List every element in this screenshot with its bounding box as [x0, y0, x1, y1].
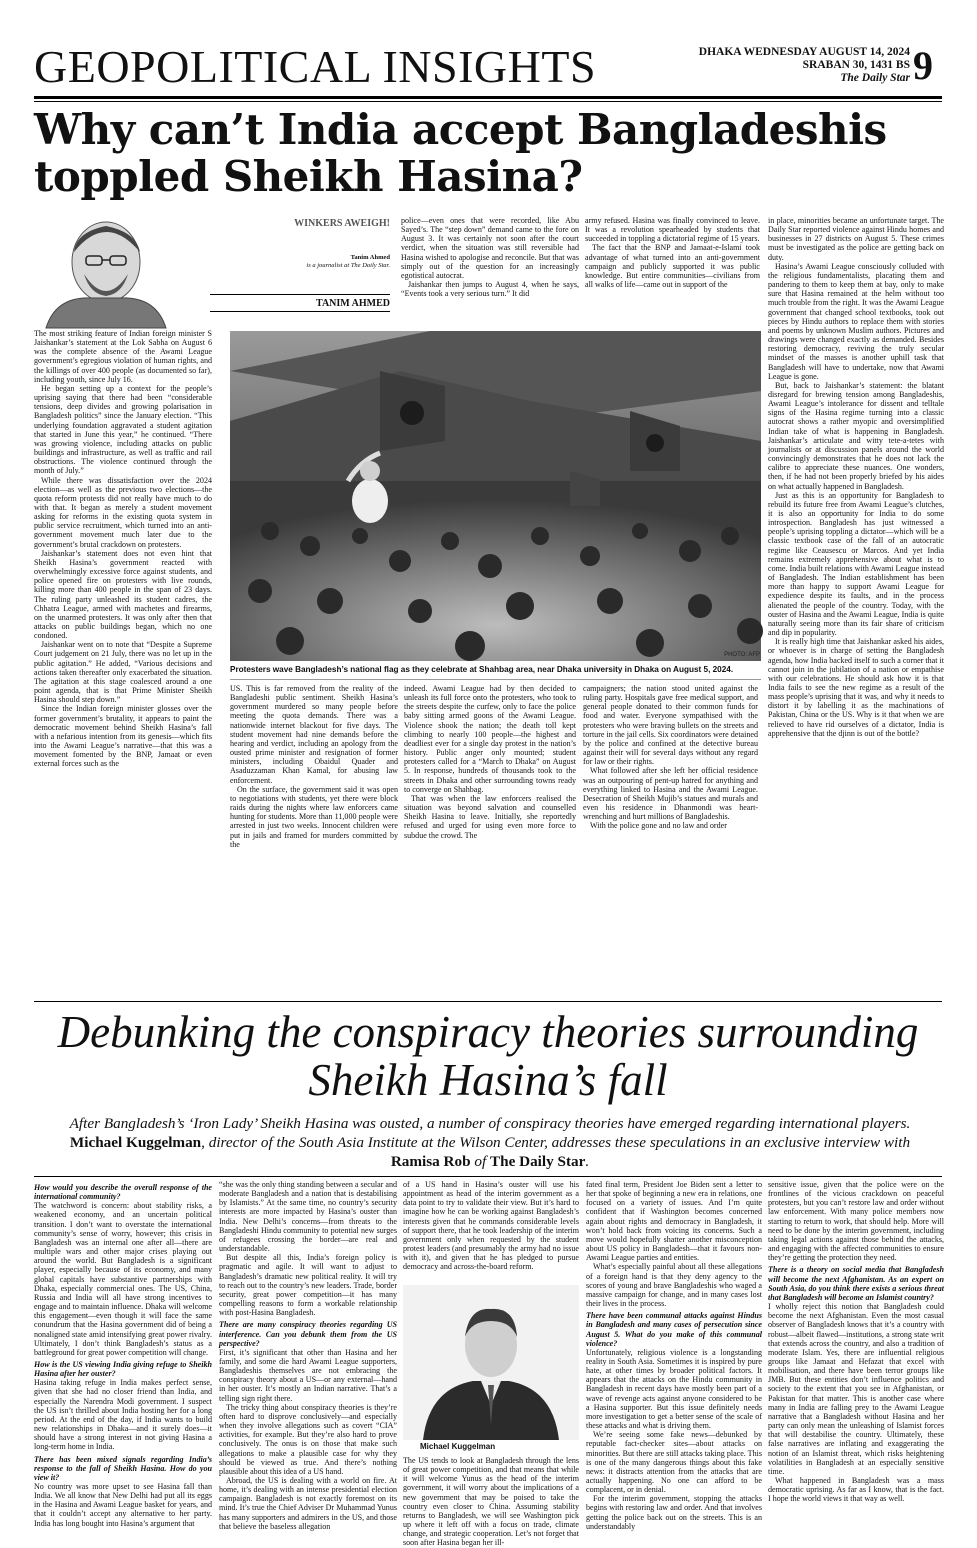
column-name: WINKERS AWEIGH!: [294, 218, 390, 229]
paragraph: indeed. Awami League had by then decided to unleash its full force onto the protesters, who took to the streets despite the curfew, only to face the police baby sitting armed goons of the Awami League. Violence shook the nation; the death toll kept climbing to nearly 100 people—the highest and deadliest ever for a single day protest in the nation’s history. Public anger only mounted; student protesters called for a “March to Dhaka” on August 5. In response, hundreds of thousands took to the streets in Dhaka and other surrounding towns ready to converge on Shahbag.: [404, 684, 576, 794]
article1-column-1: [34, 329, 212, 994]
dateline-bangla: SRABAN 30, 1431 BS: [802, 59, 910, 71]
paragraph: What’s especially painful about all these allegations of a foreign hand is that they deny agency to the scores of young and brave Bangladeshis who waged a massive campaign for change, and in many cases lost their lives in the process.: [586, 1262, 762, 1309]
paragraph: With the police gone and no law and order: [590, 821, 727, 831]
paragraph: “she was the only thing standing between a secular and moderate Bangladesh and a nation that is destabilising by Islamists.” At the same time, no country’s security interests are more impacted by Hasina’s ouster than India. New Delhi’s concerns—from threats to the Bangladeshi Hindu community to potential new surges of refugees crossing the border—are real and understandable.: [219, 1180, 397, 1254]
section-title: GEOPOLITICAL INSIGHTS: [34, 41, 597, 92]
paragraph: He began setting up a context for the people’s uprising saying that there had been “considerable tensions, deep divides and growing polarisation in Bangladesh politics” since the January election. “This underlying foundation aggravated a student agitation that started in June this year,” he continued. “There was growing violence, including attacks on public buildings and infrastructure, as well as traffic and rail obstructions. The violence continued through the month of July.”: [34, 383, 212, 476]
byline-rule-bottom: [210, 311, 390, 312]
photo-caption: Protesters wave Bangladesh’s national flag as they celebrate at Shahbag area, near Dhaka university in Dhaka on August 5, 2024.: [230, 665, 734, 674]
headline-line-2: toppled Sheikh Hasina?: [34, 152, 583, 201]
author-bio-desc: is a journalist at The Daily Star.: [306, 261, 390, 269]
headline-line-1: Why can’t India accept Bangladeshis: [34, 105, 887, 154]
intro-rule: [34, 1176, 942, 1177]
masthead-rule-thin: [34, 101, 942, 102]
question: How would you describe the overall response of the international community?: [34, 1183, 212, 1202]
headline2-line-1: Debunking the conspiracy theories surrounding: [57, 1007, 919, 1057]
paragraph: campaigners; the nation stood united against the ruling party. Hospitals gave free medical support, and general people donated to their common funds for food and water. Everyone sympathised with the protesters who were braving bullets on the streets and torture in the jail cells. Six coordinators were detained by the police and confined at the detective bureau against their will for several days without any regard for law or their rights.: [583, 684, 758, 767]
interviewee-caption: Michael Kuggelman: [420, 1442, 496, 1451]
paragraph: First, it’s significant that other than Hasina and her family, and some die hard Awami League supporters, Bangladeshis themselves are not embracing the conspiracy theory about a US—or any external—hand in her ouster. It’s mostly an Indian narrative. That’s a telling sign right there.: [219, 1347, 397, 1403]
article1-column-4-bottom: [583, 684, 758, 996]
paragraph: What followed after she left her official residence was an outpouring of pent-up hatred for anything and everything linked to Hasina and the Awami League. Desecration of Sheikh Mujib’s statues and murals and even his residence in Dhanmondi was heart-wrenching and hurt millions of Bangladeshis.: [583, 766, 758, 822]
paragraph: army refused. Hasina was finally convinced to leave. It was a revolution spearheaded by students that succeeded in toppling a dictatorial regime of 15 years.: [585, 216, 760, 244]
article2-column-1: [34, 1180, 212, 1528]
answer: Hasina taking refuge in India makes perfect sense, given that she had no closer friend than India, and especially the Narendra Modi government. I suspect the US isn’t thrilled about India hosting her for a long period. At the end of the day, if India wants to build new relationships in Dhaka—and it surely does—it should have a strong interest in not giving Hasina a long-term home in India.: [34, 1378, 212, 1452]
paragraph: While there was dissatisfaction over the 2024 election—as well as the previous two elections—the quota reform protests did not really have much to do with that. It began as merely a student movement asking for reforms in the existing quota system in public service recruitment, which turned into an anti-government movement much later due to the government’s brutal crackdown on protesters.: [34, 475, 212, 549]
article1-column-4-top: [585, 216, 760, 328]
article2-intro: [60, 1114, 920, 1171]
masthead-rule: [34, 96, 942, 99]
dateline-date: DHAKA WEDNESDAY AUGUST 14, 2024: [698, 46, 910, 58]
paragraph: in place, minorities became an unfortunate target. The Daily Star reported violence against Hindu homes and businesses in 27 districts on August 5. These crimes must be investigated as the police are getting back on duty.: [768, 216, 944, 262]
paragraph: We’re seeing some fake news—debunked by reputable fact-checker sites—about attacks on minorities. But there are still attacks taking place. This is one of the many dangerous things about this fake news: it distracts attention from the attacks that are actually happening. No one can afford to be complacent, or in denial.: [586, 1430, 762, 1495]
intro-text: After Bangladesh’s ‘Iron Lady’ Sheikh Hasina was ousted, a number of conspiracy theories have emerged regarding international players.: [69, 1115, 911, 1132]
article2-column-2: [219, 1180, 397, 1531]
question: There are many conspiracy theories regarding US interference. Can you debunk them from the US perspective?: [219, 1320, 397, 1348]
article2-column-5: [768, 1180, 944, 1504]
article-headline: [34, 106, 934, 200]
article2-column-4: [586, 1180, 762, 1531]
paragraph: Abroad, the US is dealing with a world on fire. At home, it’s dealing with an intense presidential election campaign. Bangladesh is not exactly foremost on its mind. It’s true the Chief Adviser Dr Muhammad Yunus has many supporters and admirers in the US, and those that believe the baseless allegation: [219, 1476, 397, 1531]
intro-interviewer: Ramisa Rob: [390, 1153, 471, 1170]
paragraph: But, back to Jaishankar’s statement: the blatant disregard for brewing tension among Bangladeshis, Awami League’s intolerance for dissent and telltale signs of the Hasina regime turning into a classic autocrat shows a rather myopic and oversimplified Indian take of what is happening in Bangladesh. Jaishankar’s articulate and witty tete-a-tetes with journalists or at discussion panels around the world convincingly demonstrates that he does not lack the calibre to appreciate these nuances. One wonders, then, if he had not been properly briefed by his aides on what actually happened in Bangladesh.: [768, 380, 944, 491]
intro-text: of: [474, 1153, 487, 1170]
paragraph: It is really high time that Jaishankar asked his aides, or whoever is in charge of setting the Bangladesh agenda, how India backed itself to such a corner that it cannot join in the jubilation of a nation or empathise with our celebrations. He should ask how it is that India fails to see the new regime as a result of the mass people’s uprising that it was, and why it needs to distort it by labelling it as the machinations of Pakistan, China or the US. Why is it that when we are relieved to have rid ourselves of a dictator, India is apprehensive that the djinn is out of the bottle?: [768, 637, 944, 738]
protest-photo: [230, 331, 761, 661]
article1-column-3-bottom: [404, 684, 576, 996]
paragraph: On the surface, the government said it was open to negotiations with students, yet there were block raids during the nights where law enforcers came hunting for students. More than 11,000 people were arrested in just two weeks. Innocent children were put in jails and framed for murders committed by the: [230, 784, 398, 849]
intro-paper: The Daily Star: [490, 1153, 586, 1170]
intro-interviewee: Michael Kuggelman: [69, 1134, 202, 1151]
paper-logo: The Daily Star: [840, 72, 910, 84]
author-bio: [236, 254, 390, 269]
paragraph: The US tends to look at Bangladesh through the lens of great power competition, and that means that while it will welcome Yunus as the head of the interim government, it will worry about the implications of a new government that may be poised to take the country even closer to China. Assuming stability returns to Bangladesh, we will see Washington pick up where it left off with a focus on trade, climate change, and strategic cooperation. Let’s not forget that soon after Hasina began her ill-: [403, 1456, 579, 1548]
dateline: [680, 46, 910, 85]
paragraph: The fact that the BNP and Jamaat-e-Islami took advantage of what turned into an anti-government campaign and publicly supported it was public knowledge. But entire communities—civilians from all walks of life—came out in support of the: [585, 243, 760, 290]
article1-column-5: [768, 216, 944, 996]
article2-column-3-top: [403, 1180, 579, 1280]
byline-rule: [210, 294, 390, 295]
author-portrait: [36, 212, 176, 328]
author-bio-name: Tanim Ahmed: [350, 254, 390, 261]
question: There is a theory on social media that Bangladesh will become the next Afghanistan. As an expert on South Asia, do you think there exists a serious threat that Bangladesh will become an Islamist country?: [768, 1265, 944, 1302]
paragraph: But despite all this, India’s foreign policy is pragmatic and agile. It will want to adjust to Bangladesh’s dramatic new political reality. It will try to reach out to the country’s new leaders. Trade, border security, great power competition—it has many compelling reasons to form a workable relationship with post-Hasina Bangladesh.: [219, 1253, 397, 1318]
intro-end: .: [585, 1153, 590, 1170]
answer: The watchword is concern: about stability risks, a weakened economy, and an uncertain political transition. I don’t want to overstate the international community’s sense of worry, however; this crisis in Bangladesh was an internal one after all—there are multiple wars and other major crises playing out around the world. But Bangladesh is a significant player, especially because of its economy, and many global capitals have substantive partnerships with Dhaka, especially commercial ones. The US, China, Russia and India will all have strong incentives to engage and to maintain influence. Dhaka will welcome this engagement—even though it will face the same conundrum that the Hasina government did of being a nonaligned state amid intensifying great power rivalry. Ultimately, I don’t think Bangladesh’s status as a battleground for great power competition will change.: [34, 1201, 212, 1357]
paragraph: police—even ones that were recorded, like Abu Sayed’s. The “step down” demand came to the fore on August 3. It was certainly not soon after the court verdict, when the situation was still reversible had Hasina wished to apologise and reconcile. But that was simply out of the question for an increasingly egotistical autocrat.: [401, 216, 579, 280]
byline: TANIM AHMED: [316, 298, 390, 309]
paragraph: Hasina’s Awami League consciously colluded with the religious fundamentalists, placating them and pandering to them to keep them at bay, only to make sure that Hasina remained at the helm without too much trouble from the right. It was the Awami League government that changed school textbooks, took out pieces by Hindu authors to replace them with stories and poems by unknown Muslim authors. Pictures and drawings were changed exactly as demanded. Besides restoring democracy, reviving the truly secular mindset of the masses is another uphill task that Bangladesh will have to undertake, now that Awami League is gone.: [768, 261, 944, 381]
article1-column-2: [230, 684, 398, 996]
caption-rule: [230, 679, 761, 680]
paragraph: fated final term, President Joe Biden sent a letter to her that spoke of beginning a new era in relations, one focused on a variety of issues. And I’m quite confident that if Washington becomes concerned again about rights and democracy in Bangladesh, it won’t hold back from voicing its concerns. Such a move would hopefully shatter another misconception about US policy in Bangladesh—that it favours non-Awami League parties and entities.: [586, 1180, 762, 1263]
article1-column-3-top: [401, 216, 579, 328]
paragraph: US. This is far removed from the reality of the Bangladeshi public sentiment. Sheikh Hasina’s government murdered so many people before meeting the quota demands. There was a nationwide internet blackout for five days. The student movement had nine demands before the hearing and verdict, including an apology from the ousted prime minister and resignation of former ministers, including Obaidul Quader and Asaduzzaman Khan Kamal, for abusing law enforcement.: [230, 684, 398, 785]
answer: No country was more upset to see Hasina fall than India. We all know that New Delhi had put all its eggs in the Hasina and Awami League basket for years, and that it couldn’t accept any alternative to her party. India has long bought into Hasina’s argument that: [34, 1482, 212, 1528]
article2-column-3-bottom: [403, 1456, 579, 1548]
article2-headline: [34, 1008, 942, 1104]
paragraph: Jaishankar’s statement does not even hint that Sheikh Hasina’s government reacted with overwhelmingly excessive force against students, and police opened fire on protesters with live rounds, killing more than 400 people in the span of 23 days. The ruling party unleashed its student cadres, the Chhatra League, armed with machetes and firearms, on the unarmed protesters. It was only after then that attacks on public buildings began, which no one condoned.: [34, 548, 212, 641]
paragraph: sensitive issue, given that the police were on the frontlines of the vicious crackdown on peaceful protesters, but you can’t restore law and order without law enforcement. With many police members now starting to return to work, that should help. More will need to be done by the interim government, including taking legal actions against those behind the attacks, and engaging with the affected communities to ensure they’re getting the protection they need.: [768, 1180, 944, 1263]
question: How is the US viewing India giving refuge to Sheikh Hasina after her ouster?: [34, 1359, 212, 1379]
paragraph: Just as this is an opportunity for Bangladesh to rebuild its future free from Awami League’s clutches, it is also an opportunity for India to do some introspection. Bangladesh has just witnessed a people’s uprising toppling a dictator—which will be a classic textbook case of the fall of an autocratic regime like Ceausescu or Marcos. And yet India remains extremely apprehensive about what is to come. India built relations with Awami League instead of Bangladesh. The Indian establishment has been more than happy to support Awami League for expedience despite its faults, and in the process alienated the people of the country. Today, with the ouster of Hasina and the Awami League, India is quite naturally seeing more than its fair share of criticism and dip in popularity.: [768, 490, 944, 638]
intro-text: , director of the South Asia Institute at the Wilson Center, addresses these speculations in an exclusive interview with: [201, 1134, 911, 1151]
paragraph: I wholly reject this notion that Bangladesh could become the next Afghanistan. Even the most casual observer of Bangladesh knows that it’s a country with robust—albeit flawed—institutions, a strong state writ that extends across the country, and also a tradition of moderate Islam. Yes, there are influential religious groups like Jamaat and Hefazat that excel with mobilisation, and there have been terror groups like JMB. But these entities don’t influence politics and society to the extent that you see in Afghanistan, or Pakistan for that matter. This is another case where many in India are falling prey to the Awami League narrative that a Bangladesh without Hasina and her party can only mean the unleashing of Islamist forces that will destabilise the country. Ultimately, these false narratives are inflating and exaggerating the notion of an Islamist threat, which risks heightening volatilities in Bangladesh at an especially sensitive time.: [768, 1302, 944, 1476]
paragraph: For the interim government, stopping the attacks begins with restoring law and order. And that involves getting the police back out on the streets. This is an understandably: [586, 1494, 762, 1531]
paragraph: Since the Indian foreign minister glosses over the former government’s brutality, it appears to paint the democratic movement behind Sheikh Hasina’s fall with a nefarious intention from its genesis—which fits into the Awami League’s narrative—that this was a movement fomented by the BNP, Jamaat or even external forces such as the: [34, 704, 212, 769]
question: There have been communal attacks against Hindus in Bangladesh and many cases of persecution since August 5. What do you make of this communal violence?: [586, 1311, 762, 1348]
paragraph: Jaishankar went on to note that “Despite a Supreme Court judgement on 21 July, there was no let up in the public agitation.” He added, “Various decisions and actions taken thereafter only exacerbated the situation. The agitation at this stage coalesced around a one point agenda, that is that Prime Minister Sheikh Hasina should step down.”: [34, 640, 212, 705]
interviewee-photo: [403, 1285, 579, 1440]
paragraph: of a US hand in Hasina’s ouster will use his appointment as head of the interim government as a data point to try to validate their view. But it’s hard to imagine how he can be working against Bangladesh’s interests given that he commands considerable levels of support there, that he took leadership of the interim government only when requested by the student protest leaders (and presumably the army had no issue with it), and given that he has pledged to pursue democracy and across-the-board reform.: [403, 1180, 579, 1272]
photo-credit: PHOTO: AFP: [724, 652, 760, 658]
page-number: 9: [913, 43, 933, 88]
paragraph: The tricky thing about conspiracy theories is they’re often hard to disprove conclusively—and especially when they involve allegations such as covert “CIA” activities, for example. But they’re also hard to prove conclusively. The onus is on those that make such allegations to make a plausible case for why they should be viewed as true. And there’s nothing plausible about this idea of a US hand.: [219, 1402, 397, 1476]
section-divider: [34, 1001, 942, 1002]
headline2-line-2: Sheikh Hasina’s fall: [308, 1055, 668, 1105]
paragraph: The most striking feature of Indian foreign minister S Jaishankar’s statement at the Lok Sabha on August 6 was the complete absence of the Awami League government’s egregious violation of human rights, and the killings of over 400 people (as documented so far), including youth, since July 16.: [34, 329, 212, 384]
paragraph: Jaishankar then jumps to August 4, when he says, “Events took a very serious turn.” It did: [401, 280, 579, 299]
question: There has been mixed signals regarding India’s response to the fall of Sheikh Hasina. How do you view it?: [34, 1454, 212, 1482]
paragraph: What happened in Bangladesh was a mass democratic uprising. As far as I know, that is the fact. I hope the world views it that way as well.: [768, 1476, 944, 1504]
paragraph: Unfortunately, religious violence is a longstanding reality in South Asia. Sometimes it is inspired by pure hate, at other times by broader political factors. It appears that the attacks on the Hindu community in Bangladesh in recent days have mostly been part of a wave of revenge acts against anyone considered to be a Hasina supporter. But this issue definitely needs more investigation to get a better sense of the scale of these attacks and what is driving them.: [586, 1347, 762, 1431]
paragraph: That was when the law enforcers realised the situation was beyond salvation and counselled Sheikh Hasina to leave. Initially, she reportedly refused and urged for using even more force to subdue the crowd. The: [404, 793, 576, 840]
